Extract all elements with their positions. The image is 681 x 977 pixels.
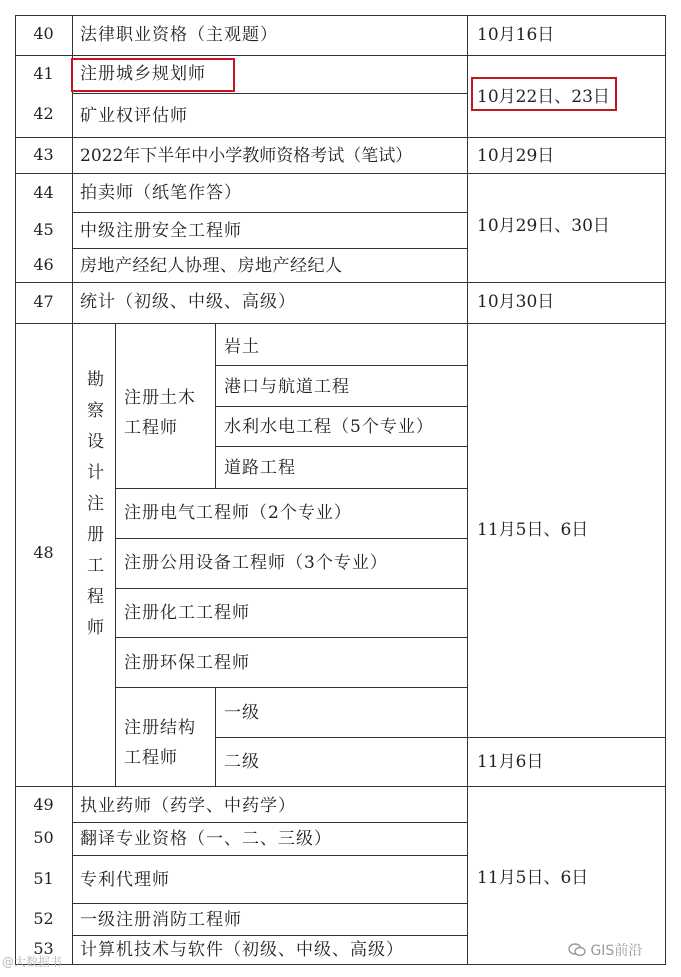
row-divider bbox=[215, 446, 467, 447]
exam-name: 注册化工工程师 bbox=[124, 603, 250, 623]
table-border-right bbox=[665, 15, 666, 965]
exam-name: 矿业权评估师 bbox=[80, 106, 188, 126]
exam-date: 11月6日 bbox=[477, 752, 544, 772]
row-divider bbox=[72, 903, 467, 904]
exam-name: 专利代理师 bbox=[80, 870, 170, 890]
exam-date: 10月29日、30日 bbox=[477, 216, 610, 236]
exam-name: 统计（初级、中级、高级） bbox=[80, 292, 296, 312]
row-divider bbox=[15, 137, 666, 138]
col-divider-date bbox=[467, 15, 468, 965]
row-divider bbox=[15, 55, 666, 56]
exam-name: 注册环保工程师 bbox=[124, 653, 250, 673]
watermark-right bbox=[568, 940, 642, 960]
exam-name: 翻译专业资格（一、二、三级） bbox=[80, 829, 332, 849]
row-divider bbox=[15, 282, 666, 283]
row-divider bbox=[72, 248, 467, 249]
row-number: 45 bbox=[33, 220, 54, 239]
exam-date: 10月29日 bbox=[477, 146, 555, 166]
row-divider bbox=[15, 786, 666, 787]
civil-item: 道路工程 bbox=[224, 458, 296, 478]
row-divider bbox=[115, 637, 467, 638]
row-number: 41 bbox=[33, 64, 54, 83]
structural-engineer-label: 注册结构工程师 bbox=[124, 718, 196, 768]
row-divider bbox=[215, 737, 666, 738]
exam-date: 10月22日、23日 bbox=[477, 87, 610, 107]
row-divider bbox=[215, 365, 467, 366]
civil-engineer-label: 注册土木工程师 bbox=[124, 388, 196, 438]
row-number: 46 bbox=[33, 255, 54, 274]
exam-name: 拍卖师（纸笔作答） bbox=[80, 183, 242, 203]
civil-item: 港口与航道工程 bbox=[224, 377, 350, 397]
row-divider bbox=[72, 212, 467, 213]
row-number: 51 bbox=[33, 869, 54, 888]
exam-date: 11月5日、6日 bbox=[477, 868, 589, 888]
watermark-left: @大数据书 bbox=[2, 955, 63, 969]
row-divider bbox=[115, 488, 467, 489]
row-divider bbox=[15, 323, 666, 324]
highlight-box bbox=[471, 77, 617, 111]
exam-name: 中级注册安全工程师 bbox=[80, 221, 242, 241]
row-number: 52 bbox=[33, 909, 54, 928]
wechat-icon bbox=[568, 943, 586, 957]
row-divider bbox=[115, 588, 467, 589]
row-divider bbox=[72, 93, 467, 94]
exam-name: 一级注册消防工程师 bbox=[80, 910, 242, 930]
exam-name: 注册电气工程师（2个专业） bbox=[124, 503, 352, 523]
row-divider bbox=[215, 406, 467, 407]
exam-date: 11月5日、6日 bbox=[477, 520, 589, 540]
row-number: 48 bbox=[33, 543, 54, 562]
highlight-box bbox=[71, 58, 235, 92]
table-border-top bbox=[15, 15, 666, 16]
row-divider bbox=[72, 855, 467, 856]
row-divider bbox=[72, 822, 467, 823]
row-number: 43 bbox=[33, 145, 54, 164]
row-number: 40 bbox=[33, 24, 54, 43]
exam-name: 计算机技术与软件（初级、中级、高级） bbox=[80, 940, 404, 960]
row-number: 47 bbox=[33, 292, 54, 311]
exam-name: 房地产经纪人协理、房地产经纪人 bbox=[80, 256, 343, 276]
col-divider-group bbox=[115, 323, 116, 786]
exam-name: 注册城乡规划师 bbox=[80, 64, 206, 84]
table-border-bottom bbox=[15, 964, 666, 965]
group-label: 勘察设计注册工程师 bbox=[83, 370, 103, 649]
row-number: 49 bbox=[33, 795, 54, 814]
civil-item: 岩土 bbox=[224, 337, 260, 357]
civil-item: 水利水电工程（5个专业） bbox=[224, 417, 434, 437]
exam-name: 法律职业资格（主观题） bbox=[80, 25, 278, 45]
row-divider bbox=[115, 538, 467, 539]
exam-name: 2022年下半年中小学教师资格考试（笔试） bbox=[80, 146, 413, 166]
struct-item: 一级 bbox=[224, 703, 260, 723]
row-divider bbox=[15, 173, 666, 174]
row-divider bbox=[72, 935, 467, 936]
struct-item: 二级 bbox=[224, 752, 260, 772]
row-number: 44 bbox=[33, 183, 54, 202]
row-divider bbox=[115, 687, 467, 688]
row-number: 50 bbox=[33, 828, 54, 847]
row-number: 42 bbox=[33, 104, 54, 123]
row-number: 53 bbox=[33, 939, 54, 958]
exam-date: 10月16日 bbox=[477, 25, 555, 45]
exam-name: 注册公用设备工程师（3个专业） bbox=[124, 553, 388, 573]
exam-name: 执业药师（药学、中药学） bbox=[80, 796, 296, 816]
exam-date: 10月30日 bbox=[477, 292, 555, 312]
watermark-text: GIS前沿 bbox=[590, 943, 643, 959]
